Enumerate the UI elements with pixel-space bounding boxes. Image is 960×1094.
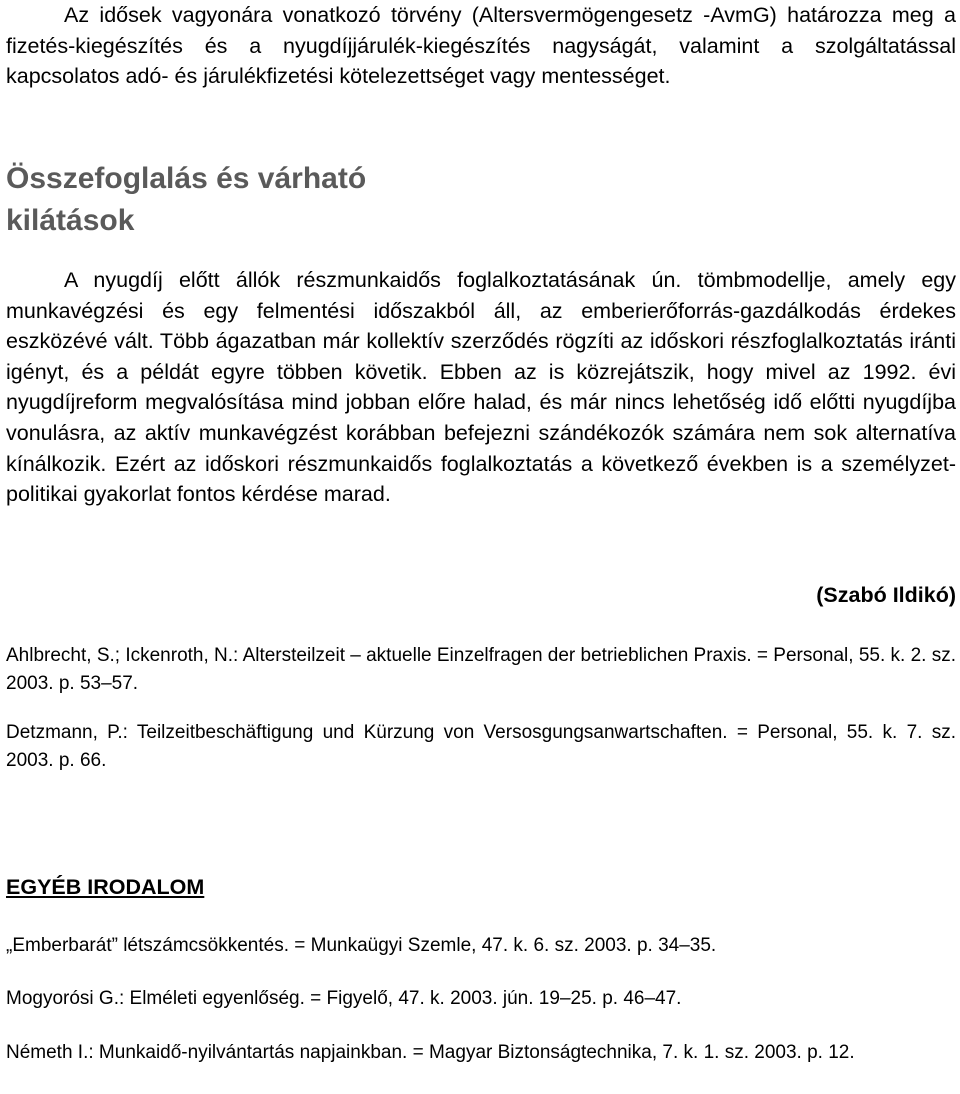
section-heading-line-2: kilátások	[6, 204, 135, 237]
other-reference-item: Németh I.: Munkaidő-nyilvántartás napjainkban. = Magyar Biztonságtechnika, 7. k. 1. sz. 2003. p. 12.	[6, 1042, 855, 1063]
reference-item: Detzmann, P.: Teilzeitbeschäftigung und Kürzung von Versosgungsanwartschaften. = Personal, 55. k. 7. sz. 2003. p. 66.	[6, 722, 956, 771]
intro-paragraph: Az idősek vagyonára vonatkozó törvény (Altersvermögengesetz -AvmG) határozza meg a fizetés-kiegészítés és a nyugdíjjárulék-kiegészítés nagyságát, valamint a szolgáltatással kapcsolatos adó- és járulékfizetési kötelezettséget vagy mentességet.	[6, 3, 956, 89]
other-reference-item: „Emberbarát” létszámcsökkentés. = Munkaügyi Szemle, 47. k. 6. sz. 2003. p. 34–35.	[6, 935, 717, 956]
author-signature: (Szabó Ildikó)	[816, 583, 956, 607]
summary-paragraph: A nyugdíj előtt állók részmunkaidős foglalkoztatásának ún. tömbmodellje, amely egy munkavégzési és egy felmentési időszakból áll, az emberierőforrás-gazdálkodás érdekes eszközévé vált. Több ágazatban már kollektív szerződés rögzíti az időskori részfoglalkoztatás iránti igényt, és a példát egyre többen követik. Ebben az is közrejátszik, hogy mivel az 1992. évi nyugdíjreform megvalósítása mind jobban előre halad, és már nincs lehetőség idő előtti nyugdíjba vonulásra, az aktív munkavégzést korábban befejezni szándékozók számára nem sok alternatíva kínálkozik. Ezért az időskori részmunkaidős foglalkoztatás a következő években is a személyzet-politikai gyakorlat fontos kérdése marad.	[6, 268, 956, 507]
other-literature-heading: EGYÉB IRODALOM	[6, 875, 205, 899]
other-reference-item: Mogyorósi G.: Elméleti egyenlőség. = Figyelő, 47. k. 2003. jún. 19–25. p. 46–47.	[6, 988, 682, 1009]
section-heading-line-1: Összefoglalás és várható	[6, 162, 367, 195]
section-heading-summary	[6, 158, 366, 242]
reference-item: Ahlbrecht, S.; Ickenroth, N.: Altersteilzeit – aktuelle Einzelfragen der betrieblichen Praxis. = Personal, 55. k. 2. sz. 2003. p. 53–57.	[6, 645, 956, 694]
